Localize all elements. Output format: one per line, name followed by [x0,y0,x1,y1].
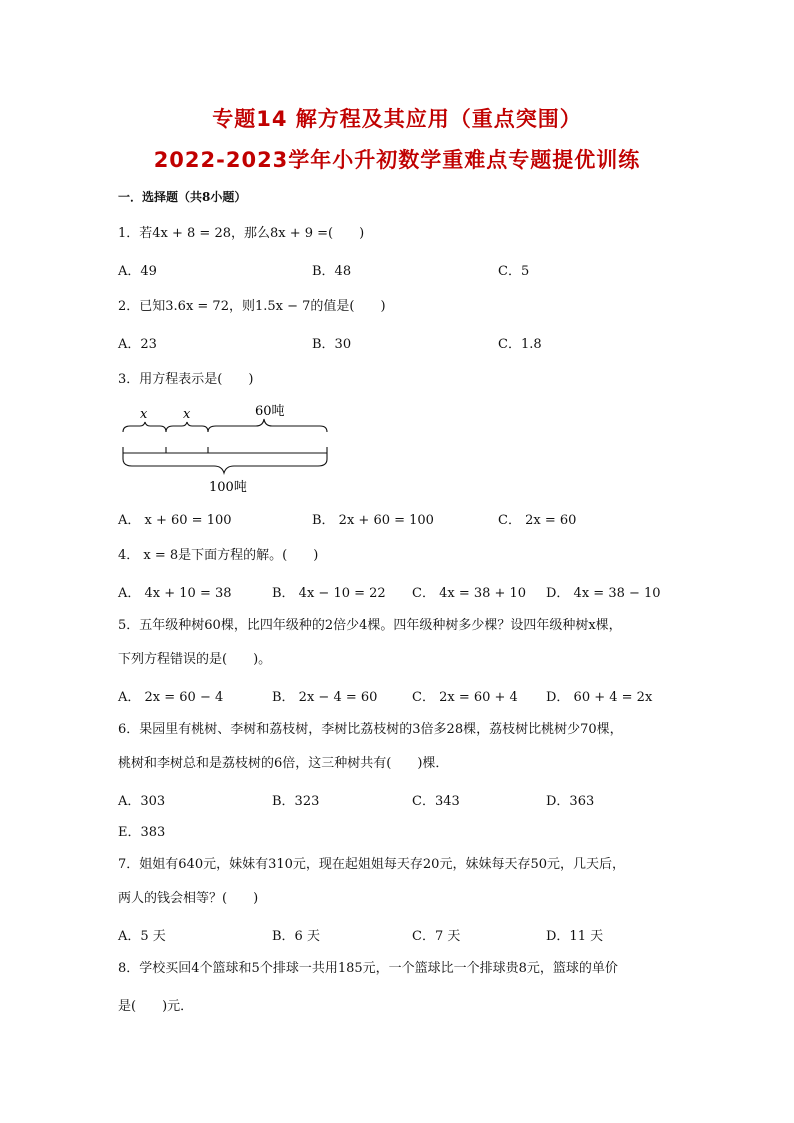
question-4-option-a: A． 4x + 10 = 38 [118,586,232,601]
question-2-stem: 2．已知3.6x = 72，则1.5x − 7的值是( ) [118,299,386,314]
question-1-option-a: A．49 [118,264,157,279]
label-total: 100吨 [209,480,247,495]
question-3-stem: 3．用方程表示是( ) [118,372,254,387]
question-8-stem-line-1: 8．学校买回4个篮球和5个排球一共用185元，一个篮球比一个排球贵8元，篮球的单价 [118,961,618,976]
question-7-stem-line-2: 两人的钱会相等？( ) [118,891,259,906]
question-1-stem: 1．若4x + 8 = 28，那么8x + 9 =( ) [118,226,365,241]
question-5-option-c: C． 2x = 60 + 4 [412,690,518,705]
question-5-stem-line-1: 5．五年级种树60棵，比四年级种的2倍少4棵。四年级种树多少棵？设四年级种树x棵， [118,618,622,633]
question-2-option-c: C．1.8 [498,337,542,352]
brace-total [123,459,327,473]
question-7-option-b: B．6 天 [272,929,320,944]
question-6-option-e: E．383 [118,825,166,840]
document-title: 专题14 解方程及其应用（重点突围） [212,107,582,131]
question-5-option-b: B． 2x − 4 = 60 [272,690,378,705]
segment-diagram [116,400,336,500]
brace-segment-2 [166,422,208,432]
section-heading: 一．选择题（共8小题） [118,190,247,204]
label-seg1: x [140,407,148,422]
question-6-option-a: A．303 [118,794,166,809]
question-4-option-c: C． 4x = 38 + 10 [412,586,527,601]
question-6-stem-line-1: 6．果园里有桃树、李树和荔枝树，李树比荔枝树的3倍多28棵，荔枝树比桃树少70棵， [118,722,623,737]
question-7-option-c: C．7 天 [412,929,461,944]
question-7-stem-line-1: 7．姐姐有640元，妹妹有310元，现在起姐姐每天存20元，妹妹每天存50元，几天后， [118,857,625,872]
question-4-option-d: D． 4x = 38 − 10 [546,586,661,601]
question-2-option-b: B．30 [312,337,352,352]
question-4-stem: 4． x = 8是下面方程的解。( ) [118,548,319,563]
question-5-option-a: A． 2x = 60 − 4 [118,690,224,705]
question-3-option-b: B． 2x + 60 = 100 [312,513,434,528]
question-7-option-d: D．11 天 [546,929,604,944]
question-6-option-b: B．323 [272,794,320,809]
question-1-option-c: C．5 [498,264,530,279]
question-7-option-a: A．5 天 [118,929,166,944]
question-6-stem-line-2: 桃树和李树总和是荔枝树的6倍，这三种树共有( )棵． [118,756,449,771]
question-1-option-b: B．48 [312,264,352,279]
question-3-option-c: C． 2x = 60 [498,513,577,528]
question-2-option-a: A．23 [118,337,157,352]
question-8-stem-line-2: 是( )元． [118,999,194,1014]
question-5-option-d: D． 60 + 4 = 2x [546,690,653,705]
question-6-option-d: D．363 [546,794,595,809]
label-seg3: 60吨 [255,404,285,419]
question-5-stem-line-2: 下列方程错误的是( )。 [118,652,272,667]
brace-segment-1 [123,422,166,432]
question-3-option-a: A． x + 60 = 100 [118,513,232,528]
question-4-option-b: B． 4x − 10 = 22 [272,586,386,601]
label-seg2: x [183,407,191,422]
document-subtitle: 2022-2023学年小升初数学重难点专题提优训练 [153,148,641,172]
brace-segment-3 [208,419,327,432]
question-6-option-c: C．343 [412,794,460,809]
